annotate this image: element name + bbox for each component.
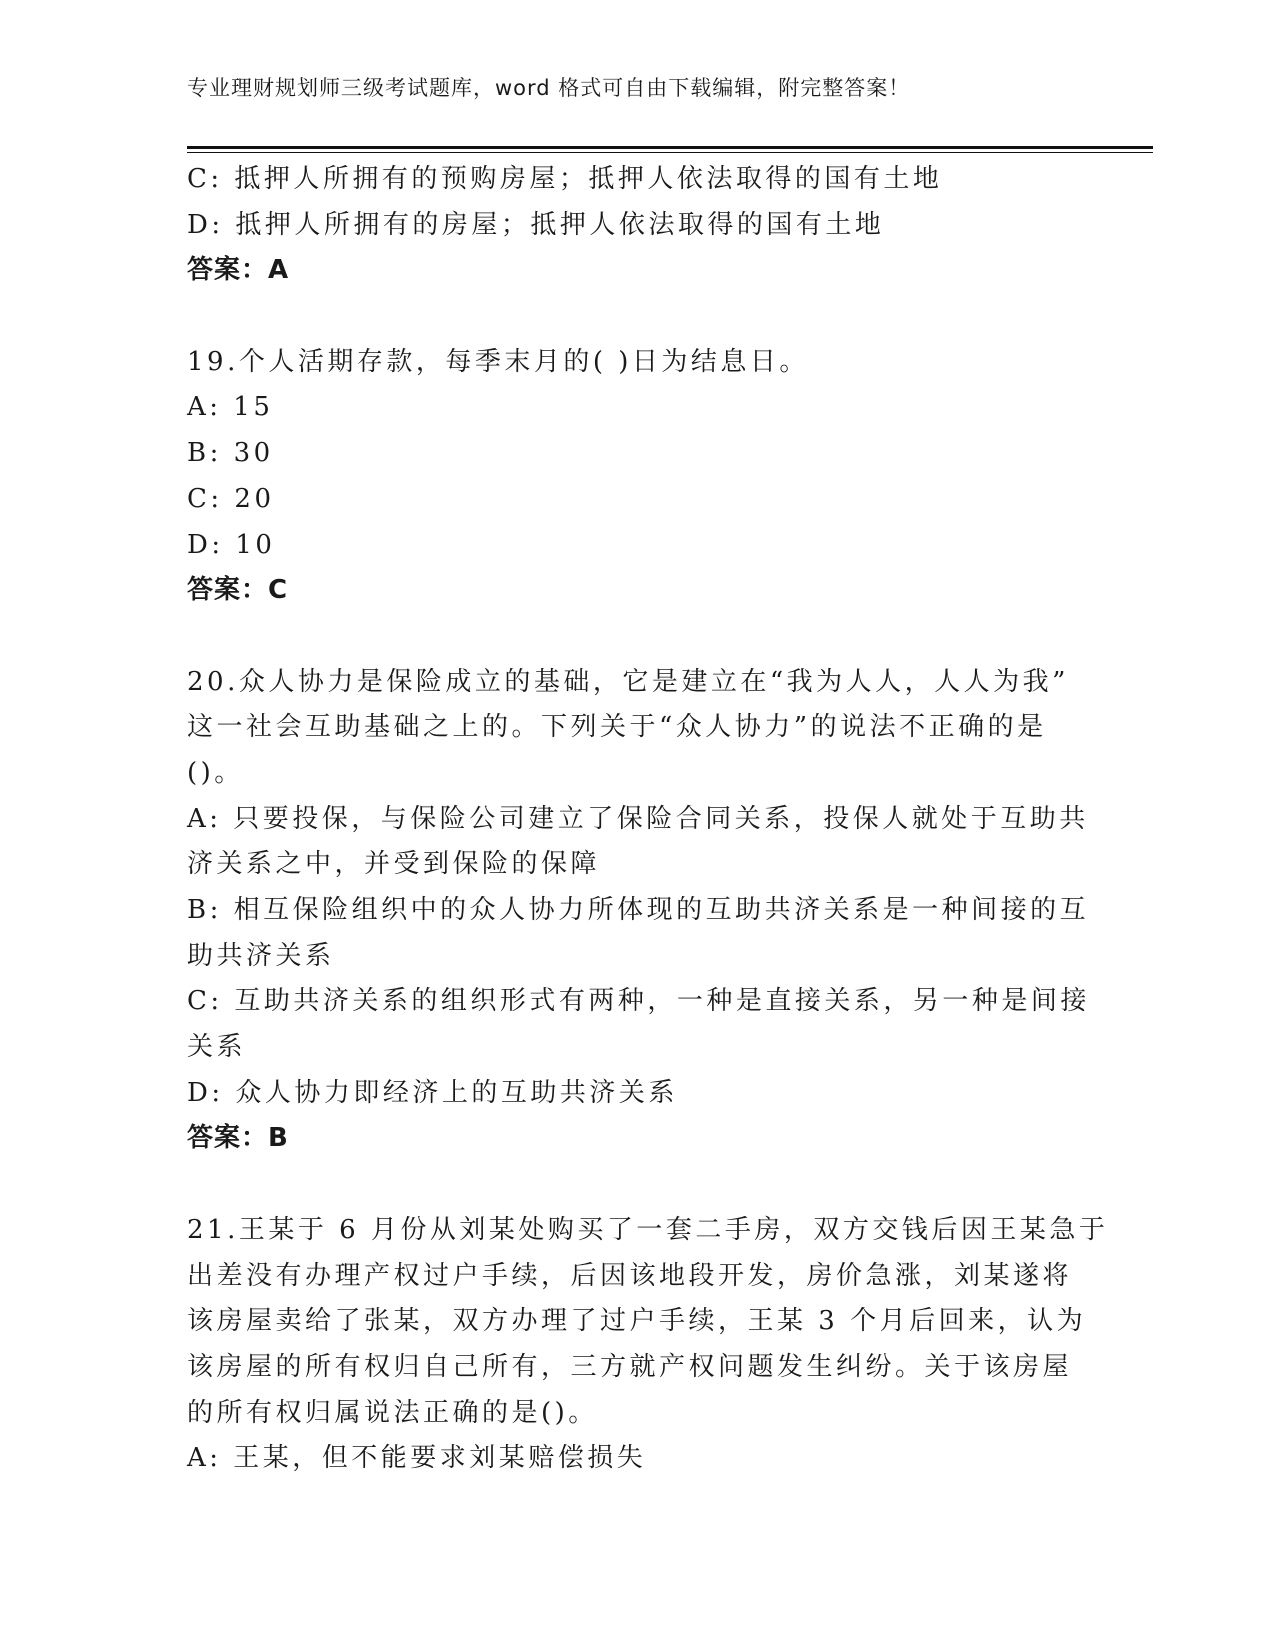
option-line: C: 抵押人所拥有的预购房屋；抵押人依法取得的国有土地 bbox=[187, 164, 943, 194]
question-stem: 该房屋卖给了张某，双方办理了过户手续，王某 3 个月后回来，认为 bbox=[187, 1306, 1087, 1337]
question-stem: 这一社会互助基础之上的。下列关于“众人协力”的说法不正确的是 bbox=[187, 712, 1047, 743]
option-line: B: 30 bbox=[187, 438, 274, 469]
question-stem: 20.众人协力是保险成立的基础，它是建立在“我为人人，人人为我” bbox=[187, 666, 1069, 697]
answer-line: 答案：C bbox=[187, 575, 289, 606]
option-line: D: 10 bbox=[187, 529, 276, 560]
question-content bbox=[187, 157, 1109, 1482]
question-stem: 该房屋的所有权归自己所有，三方就产权问题发生纠纷。关于该房屋 bbox=[187, 1351, 1073, 1382]
question-stem: 21.王某于 6 月份从刘某处购买了一套二手房，双方交钱后因王某急于 bbox=[187, 1214, 1109, 1245]
option-line: B: 相互保险组织中的众人协力所体现的互助共济关系是一种间接的互 bbox=[187, 895, 1090, 925]
option-line: A: 只要投保，与保险公司建立了保险合同关系，投保人就处于互助共 bbox=[187, 803, 1089, 834]
option-line: A: 王某，但不能要求刘某赔偿损失 bbox=[187, 1443, 647, 1474]
spacer bbox=[187, 614, 1087, 660]
option-line: D: 抵押人所拥有的房屋；抵押人依法取得的国有土地 bbox=[187, 209, 885, 240]
option-line: A: 15 bbox=[187, 392, 274, 423]
question-stem: 的所有权归属说法正确的是()。 bbox=[187, 1397, 598, 1428]
answer-line: 答案：B bbox=[187, 1123, 289, 1154]
answer-line: 答案：A bbox=[187, 255, 290, 286]
question-stem: ()。 bbox=[187, 757, 244, 788]
spacer bbox=[187, 294, 1087, 340]
option-line: D: 众人协力即经济上的互助共济关系 bbox=[187, 1077, 678, 1108]
page-header: 专业理财规划师三级考试题库，word 格式可自由下载编辑，附完整答案！ bbox=[187, 76, 911, 100]
option-line: 助共济关系 bbox=[187, 940, 335, 971]
question-stem: 19.个人活期存款，每季末月的( )日为结息日。 bbox=[187, 346, 809, 377]
header-rule-thin bbox=[187, 152, 1153, 153]
option-line: C: 互助共济关系的组织形式有两种，一种是直接关系，另一种是间接 bbox=[187, 986, 1090, 1017]
option-line: C: 20 bbox=[187, 483, 275, 514]
question-stem: 出差没有办理产权过户手续，后因该地段开发，房价急涨，刘某遂将 bbox=[187, 1260, 1073, 1291]
spacer bbox=[187, 1162, 1087, 1208]
option-line: 济关系之中，并受到保险的保障 bbox=[187, 849, 601, 880]
header-rule-thick bbox=[187, 146, 1153, 149]
option-line: 关系 bbox=[187, 1032, 247, 1063]
